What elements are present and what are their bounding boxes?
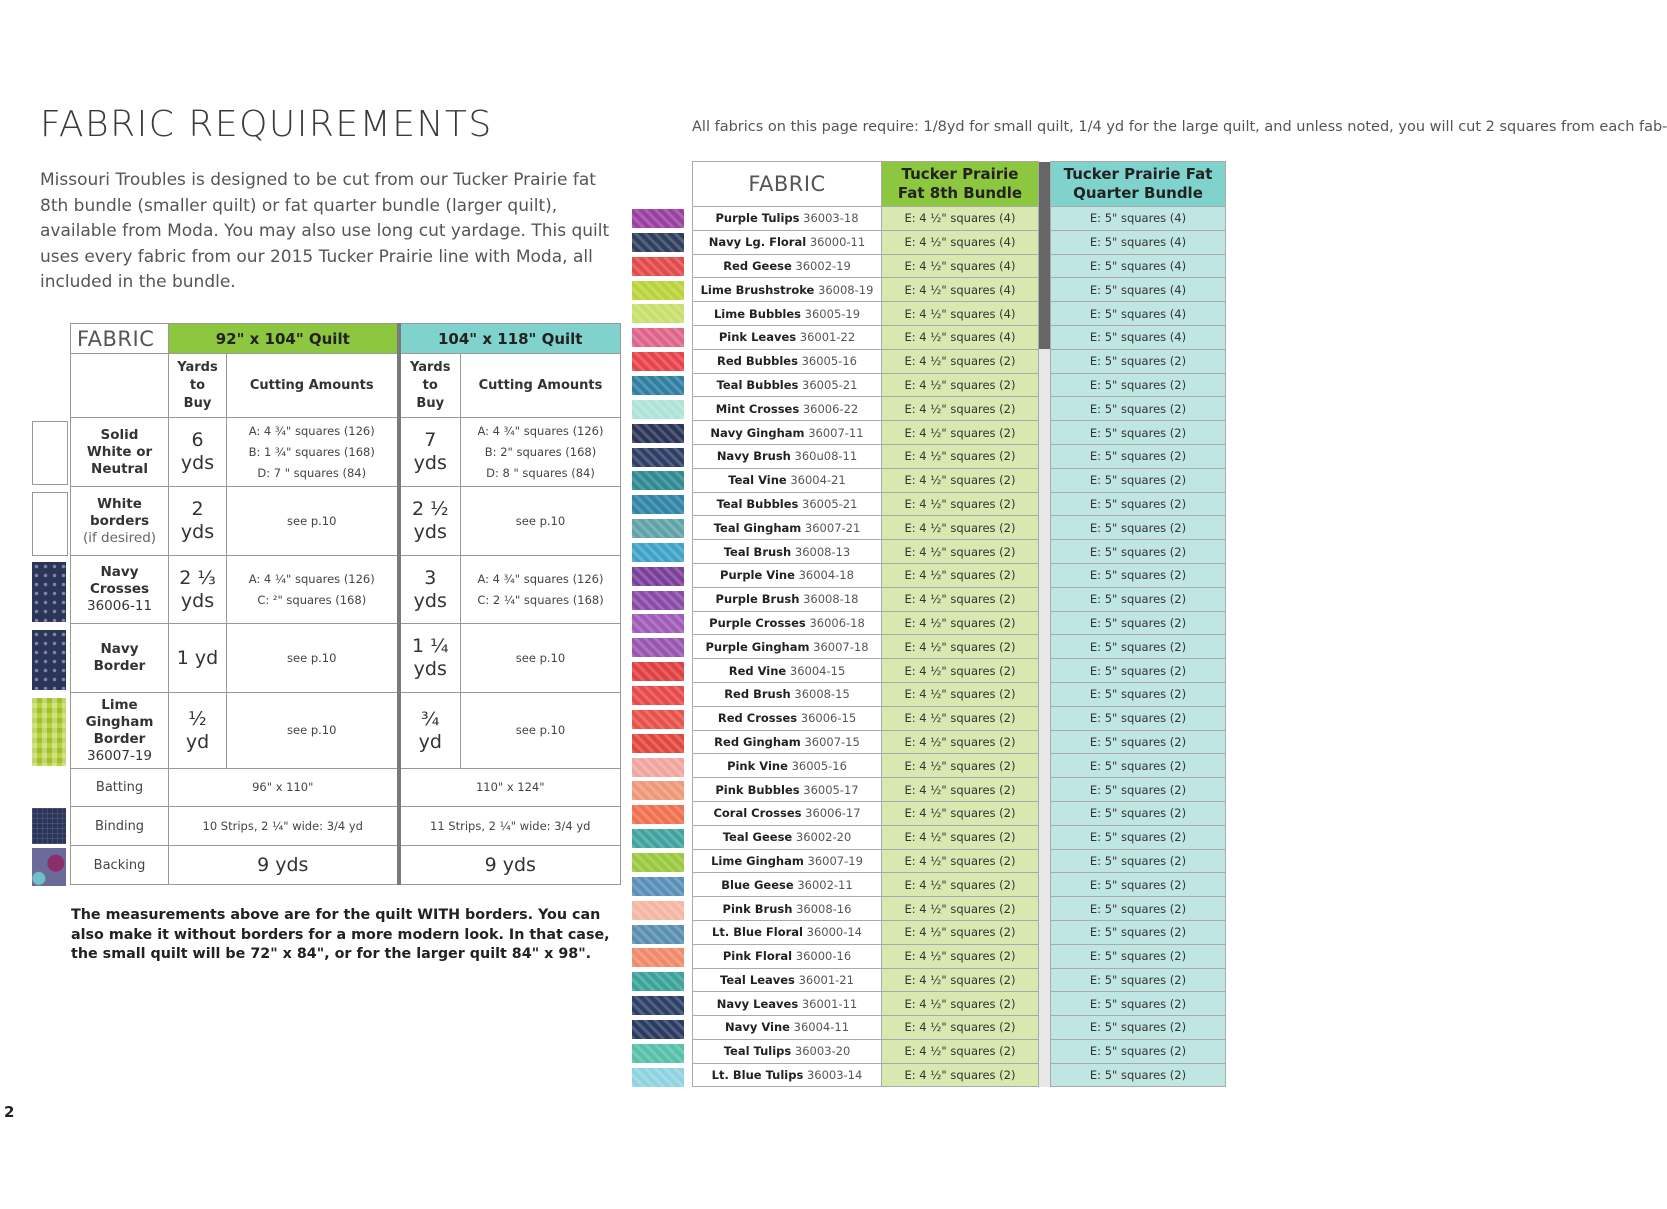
column-divider — [1039, 992, 1051, 1016]
bundle-row — [693, 682, 1226, 706]
cutting-b: see p.10 — [461, 487, 621, 556]
cutting-a: see p.10 — [227, 487, 399, 556]
fat8-amount: E: 4 ½" squares (2) — [882, 873, 1039, 897]
fabric-swatch — [632, 662, 684, 681]
bundle-fabric-name: Red Brush 36008-15 — [693, 682, 882, 706]
fq-amount: E: 5" squares (2) — [1051, 873, 1226, 897]
fabric-swatch — [632, 877, 684, 896]
fat8-amount: E: 4 ½" squares (2) — [882, 944, 1039, 968]
cutting-b: see p.10 — [461, 624, 621, 693]
fat8-amount: E: 4 ½" squares (2) — [882, 754, 1039, 778]
bundle-row — [693, 254, 1226, 278]
bundle-fabric-name: Navy Brush 360u08-11 — [693, 444, 882, 468]
fq-amount: E: 5" squares (4) — [1051, 207, 1226, 231]
fat8-amount: E: 4 ½" squares (2) — [882, 397, 1039, 421]
bundle-fabric-name: Red Vine 36004-15 — [693, 659, 882, 683]
bundle-fabric-name: Pink Brush 36008-16 — [693, 897, 882, 921]
fq-amount: E: 5" squares (2) — [1051, 968, 1226, 992]
fat8-amount: E: 4 ½" squares (4) — [882, 278, 1039, 302]
fabric-swatch — [632, 638, 684, 657]
bundle-row — [693, 444, 1226, 468]
bundle-fabric-name: Lt. Blue Tulips 36003-14 — [693, 1063, 882, 1087]
bundle-fabric-name: Navy Leaves 36001-11 — [693, 992, 882, 1016]
cutting-b: see p.10 — [461, 693, 621, 769]
fat8-amount: E: 4 ½" squares (2) — [882, 897, 1039, 921]
yards-b: 2 ½ yds — [399, 487, 461, 556]
bundle-row — [693, 468, 1226, 492]
bundle-row — [693, 302, 1226, 326]
bundle-fabric-name: Purple Crosses 36006-18 — [693, 611, 882, 635]
bundle-row — [693, 730, 1226, 754]
bundle-fabric-name: Pink Bubbles 36005-17 — [693, 778, 882, 802]
bundle-fabric-name: Red Geese 36002-19 — [693, 254, 882, 278]
quilt-a-header: 92" x 104" Quilt — [169, 324, 399, 354]
table-row — [71, 693, 621, 769]
bundle-fabric-name: Pink Leaves 36001-22 — [693, 325, 882, 349]
bundle-fabric-name: Navy Lg. Floral 36000-11 — [693, 230, 882, 254]
fq-amount: E: 5" squares (2) — [1051, 540, 1226, 564]
borders-note: The measurements above are for the quilt WITH borders. You can also make it without borders for a more modern look. In that case, the small quilt will be 72" x 84", or for the larger quilt 84" x 98". — [71, 907, 610, 962]
bundle-fabric-name: Coral Crosses 36006-17 — [693, 801, 882, 825]
batting-a: 96" x 110" — [169, 769, 399, 807]
bundle-row — [693, 278, 1226, 302]
column-divider — [1039, 1063, 1051, 1087]
bundle-fabric-name: Blue Geese 36002-11 — [693, 873, 882, 897]
bundle-fabric-name: Lt. Blue Floral 36000-14 — [693, 920, 882, 944]
fabric-swatch — [632, 1068, 684, 1087]
column-divider — [1039, 849, 1051, 873]
column-divider — [1039, 825, 1051, 849]
column-divider — [1039, 659, 1051, 683]
column-divider — [1039, 920, 1051, 944]
table-row — [71, 807, 621, 846]
bundle-row — [693, 421, 1226, 445]
fq-amount: E: 5" squares (2) — [1051, 611, 1226, 635]
column-divider — [1039, 682, 1051, 706]
bundle-fabric-name: Red Bubbles 36005-16 — [693, 349, 882, 373]
column-divider — [1039, 873, 1051, 897]
fat8-amount: E: 4 ½" squares (2) — [882, 730, 1039, 754]
bundle-fabric-name: Teal Vine 36004-21 — [693, 468, 882, 492]
column-divider — [1039, 1039, 1051, 1063]
fabric-swatch — [632, 448, 684, 467]
column-divider — [1039, 278, 1051, 302]
swatch-white-borders — [32, 492, 68, 556]
fat8-amount: E: 4 ½" squares (2) — [882, 611, 1039, 635]
fabric-name: Navy Crosses 36006-11 — [71, 556, 169, 624]
column-divider — [1039, 492, 1051, 516]
fabric-swatch — [632, 257, 684, 276]
fat8-amount: E: 4 ½" squares (2) — [882, 563, 1039, 587]
bundle-row — [693, 587, 1226, 611]
fat8-amount: E: 4 ½" squares (2) — [882, 373, 1039, 397]
bundle-row — [693, 492, 1226, 516]
bundle-row — [693, 897, 1226, 921]
column-divider — [1039, 162, 1051, 207]
bundle-fabric-name: Pink Vine 36005-16 — [693, 754, 882, 778]
fat8-header: Tucker Prairie Fat 8th Bundle — [882, 162, 1039, 207]
fq-amount: E: 5" squares (2) — [1051, 920, 1226, 944]
yards-a: 2 yds — [169, 487, 227, 556]
column-divider — [1039, 207, 1051, 231]
bundle-row — [693, 659, 1226, 683]
yards-a: 6 yds — [169, 418, 227, 487]
bundle-note: All fabrics on this page require: 1/8yd for small quilt, 1/4 yd for the large quilt, and unless noted, you will cut 2 squares from each fab- — [692, 119, 1667, 135]
bundle-fabric-name: Purple Gingham 36007-18 — [693, 635, 882, 659]
fq-amount: E: 5" squares (2) — [1051, 444, 1226, 468]
bundle-row — [693, 1039, 1226, 1063]
fat8-amount: E: 4 ½" squares (2) — [882, 920, 1039, 944]
binding-b: 11 Strips, 2 ¼" wide: 3/4 yd — [399, 807, 621, 846]
fq-amount: E: 5" squares (4) — [1051, 254, 1226, 278]
column-divider — [1039, 587, 1051, 611]
fq-amount: E: 5" squares (2) — [1051, 897, 1226, 921]
cutting-a: A: 4 ¼" squares (126) C: ²" squares (168) — [227, 556, 399, 624]
fabric-swatch — [632, 281, 684, 300]
fat8-amount: E: 4 ½" squares (2) — [882, 635, 1039, 659]
fat8-amount: E: 4 ½" squares (2) — [882, 492, 1039, 516]
fq-amount: E: 5" squares (2) — [1051, 825, 1226, 849]
fat8-amount: E: 4 ½" squares (4) — [882, 230, 1039, 254]
column-divider — [1039, 944, 1051, 968]
fabric-name: White borders (if desired) — [71, 487, 169, 556]
fq-amount: E: 5" squares (2) — [1051, 635, 1226, 659]
bundle-fabric-name: Navy Vine 36004-11 — [693, 1016, 882, 1040]
fabric-swatch — [632, 1020, 684, 1039]
column-divider — [1039, 897, 1051, 921]
bundle-row — [693, 516, 1226, 540]
bundle-row — [693, 801, 1226, 825]
fat8-amount: E: 4 ½" squares (4) — [882, 325, 1039, 349]
fq-amount: E: 5" squares (2) — [1051, 373, 1226, 397]
bundle-fabric-name: Pink Floral 36000-16 — [693, 944, 882, 968]
swatch-binding — [32, 808, 66, 844]
fq-amount: E: 5" squares (2) — [1051, 730, 1226, 754]
fat8-amount: E: 4 ½" squares (2) — [882, 706, 1039, 730]
fq-amount: E: 5" squares (2) — [1051, 349, 1226, 373]
fabric-name: Solid White or Neutral — [71, 418, 169, 487]
fabric-swatch — [632, 1044, 684, 1063]
fabric-swatch — [632, 543, 684, 562]
page-number: 2 — [4, 1103, 15, 1121]
bundle-table — [692, 161, 1226, 1087]
fq-amount: E: 5" squares (4) — [1051, 325, 1226, 349]
fat8-amount: E: 4 ½" squares (2) — [882, 540, 1039, 564]
bundle-fabric-name: Teal Brush 36008-13 — [693, 540, 882, 564]
fabric-swatch — [632, 734, 684, 753]
cutting-b: A: 4 ¾" squares (126) B: 2" squares (168) D: 8 " squares (84) — [461, 418, 621, 487]
fabric-column-header: FABRIC — [71, 324, 169, 354]
table-row — [71, 846, 621, 885]
fat8-amount: E: 4 ½" squares (2) — [882, 1039, 1039, 1063]
cutting-a: A: 4 ¾" squares (126) B: 1 ¾" squares (168) D: 7 " squares (84) — [227, 418, 399, 487]
fabric-swatch — [632, 519, 684, 538]
fabric-swatch — [632, 304, 684, 323]
column-divider — [1039, 801, 1051, 825]
fq-amount: E: 5" squares (2) — [1051, 587, 1226, 611]
yards-a: 2 ⅓ yds — [169, 556, 227, 624]
column-divider — [1039, 444, 1051, 468]
bundle-fabric-name: Teal Geese 36002-20 — [693, 825, 882, 849]
fq-amount: E: 5" squares (2) — [1051, 754, 1226, 778]
column-divider — [1039, 516, 1051, 540]
fq-amount: E: 5" squares (2) — [1051, 421, 1226, 445]
bundle-fabric-header: FABRIC — [693, 162, 882, 207]
column-divider — [1039, 421, 1051, 445]
table-row — [71, 556, 621, 624]
fabric-swatch — [632, 614, 684, 633]
bundle-fabric-name: Teal Tulips 36003-20 — [693, 1039, 882, 1063]
bundle-fabric-name: Lime Bubbles 36005-19 — [693, 302, 882, 326]
bundle-fabric-name: Mint Crosses 36006-22 — [693, 397, 882, 421]
fat8-amount: E: 4 ½" squares (2) — [882, 825, 1039, 849]
bundle-fabric-name: Teal Bubbles 36005-21 — [693, 492, 882, 516]
bundle-row — [693, 635, 1226, 659]
fq-amount: E: 5" squares (2) — [1051, 397, 1226, 421]
fq-amount: E: 5" squares (2) — [1051, 849, 1226, 873]
column-divider — [1039, 968, 1051, 992]
fabric-swatch — [632, 996, 684, 1015]
fq-amount: E: 5" squares (2) — [1051, 468, 1226, 492]
fabric-swatch — [632, 710, 684, 729]
bundle-row — [693, 754, 1226, 778]
batting-b: 110" x 124" — [399, 769, 621, 807]
fat8-amount: E: 4 ½" squares (2) — [882, 444, 1039, 468]
bundle-fabric-name: Teal Leaves 36001-21 — [693, 968, 882, 992]
fabric-swatch — [632, 424, 684, 443]
fq-amount: E: 5" squares (4) — [1051, 230, 1226, 254]
intro-paragraph: Missouri Troubles is designed to be cut from our Tucker Prairie fat 8th bundle (smaller quilt) or fat quarter bundle (larger quilt), available from Moda. You may also use long cut yardage. This quilt uses every fabric from our 2015 Tucker Prairie line with Moda, all included in the bundle. — [40, 170, 610, 292]
column-divider — [1039, 635, 1051, 659]
cutting-b: A: 4 ¾" squares (126) C: 2 ¼" squares (168) — [461, 556, 621, 624]
binding-a: 10 Strips, 2 ¼" wide: 3/4 yd — [169, 807, 399, 846]
bundle-fabric-name: Lime Brushstroke 36008-19 — [693, 278, 882, 302]
column-divider — [1039, 730, 1051, 754]
fabric-swatch — [632, 209, 684, 228]
backing-a: 9 yds — [169, 846, 399, 885]
yards-b: 1 ¼ yds — [399, 624, 461, 693]
column-divider — [1039, 611, 1051, 635]
fabric-name: Backing — [71, 846, 169, 885]
fq-amount: E: 5" squares (2) — [1051, 563, 1226, 587]
fat8-amount: E: 4 ½" squares (2) — [882, 682, 1039, 706]
bundle-fabric-name: Red Gingham 36007-15 — [693, 730, 882, 754]
fat8-amount: E: 4 ½" squares (2) — [882, 801, 1039, 825]
fq-amount: E: 5" squares (2) — [1051, 706, 1226, 730]
fat8-amount: E: 4 ½" squares (2) — [882, 659, 1039, 683]
swatch-navy-crosses — [32, 562, 66, 622]
fat8-amount: E: 4 ½" squares (2) — [882, 1063, 1039, 1087]
fq-amount: E: 5" squares (2) — [1051, 1039, 1226, 1063]
bundle-row — [693, 1016, 1226, 1040]
bundle-row — [693, 230, 1226, 254]
fabric-name: Navy Border — [71, 624, 169, 693]
fabric-name: Binding — [71, 807, 169, 846]
table-row — [71, 624, 621, 693]
bundle-fabric-name: Teal Bubbles 36005-21 — [693, 373, 882, 397]
fq-amount: E: 5" squares (2) — [1051, 944, 1226, 968]
backing-b: 9 yds — [399, 846, 621, 885]
quilt-b-header: 104" x 118" Quilt — [399, 324, 621, 354]
fabric-swatch — [632, 901, 684, 920]
swatch-lime-gingham — [32, 698, 66, 766]
yards-to-buy-header-a: Yards to Buy — [169, 354, 227, 418]
column-divider — [1039, 754, 1051, 778]
blank-header-cell — [71, 354, 169, 418]
bundle-row — [693, 849, 1226, 873]
bundle-row — [693, 1063, 1226, 1087]
column-divider — [1039, 397, 1051, 421]
column-divider — [1039, 778, 1051, 802]
column-divider — [1039, 254, 1051, 278]
fabric-name: Lime Gingham Border 36007-19 — [71, 693, 169, 769]
column-divider — [1039, 1016, 1051, 1040]
column-divider — [1039, 325, 1051, 349]
bundle-fabric-name: Navy Gingham 36007-11 — [693, 421, 882, 445]
bundle-row — [693, 207, 1226, 231]
fat8-amount: E: 4 ½" squares (4) — [882, 302, 1039, 326]
cutting-amounts-header-b: Cutting Amounts — [461, 354, 621, 418]
table-row — [71, 769, 621, 807]
column-divider — [1039, 302, 1051, 326]
page-title: FABRIC REQUIREMENTS — [40, 104, 493, 145]
fq-amount: E: 5" squares (4) — [1051, 278, 1226, 302]
fabric-swatch — [632, 567, 684, 586]
column-divider — [1039, 230, 1051, 254]
fabric-swatch — [632, 376, 684, 395]
column-divider — [1039, 349, 1051, 373]
fq-amount: E: 5" squares (2) — [1051, 1063, 1226, 1087]
fat8-amount: E: 4 ½" squares (2) — [882, 968, 1039, 992]
bundle-row — [693, 349, 1226, 373]
yards-b: 7 yds — [399, 418, 461, 487]
bundle-row — [693, 540, 1226, 564]
fabric-swatch — [632, 781, 684, 800]
fat8-amount: E: 4 ½" squares (2) — [882, 849, 1039, 873]
fat8-amount: E: 4 ½" squares (2) — [882, 421, 1039, 445]
fq-amount: E: 5" squares (2) — [1051, 492, 1226, 516]
yards-to-buy-header-b: Yards to Buy — [399, 354, 461, 418]
fat8-amount: E: 4 ½" squares (2) — [882, 778, 1039, 802]
bundle-row — [693, 397, 1226, 421]
bundle-row — [693, 992, 1226, 1016]
table-row — [71, 487, 621, 556]
column-divider — [1039, 540, 1051, 564]
fabric-swatch — [632, 853, 684, 872]
fabric-swatch — [632, 758, 684, 777]
fabric-swatch — [632, 233, 684, 252]
bundle-row — [693, 778, 1226, 802]
fabric-swatch — [632, 400, 684, 419]
bundle-row — [693, 825, 1226, 849]
fat8-amount: E: 4 ½" squares (2) — [882, 1016, 1039, 1040]
fq-amount: E: 5" squares (2) — [1051, 992, 1226, 1016]
column-divider — [1039, 468, 1051, 492]
swatch-navy-border — [32, 630, 66, 690]
fabric-swatch — [632, 925, 684, 944]
bundle-fabric-name: Teal Gingham 36007-21 — [693, 516, 882, 540]
fabric-swatch — [632, 805, 684, 824]
fq-amount: E: 5" squares (2) — [1051, 682, 1226, 706]
fq-amount: E: 5" squares (4) — [1051, 302, 1226, 326]
bundle-row — [693, 563, 1226, 587]
bundle-fabric-name: Purple Vine 36004-18 — [693, 563, 882, 587]
fabric-swatch — [632, 471, 684, 490]
fat8-amount: E: 4 ½" squares (2) — [882, 587, 1039, 611]
fat8-amount: E: 4 ½" squares (2) — [882, 468, 1039, 492]
column-divider — [1039, 563, 1051, 587]
bundle-fabric-name: Red Crosses 36006-15 — [693, 706, 882, 730]
bundle-row — [693, 706, 1226, 730]
fabric-swatch — [632, 591, 684, 610]
fat8-amount: E: 4 ½" squares (4) — [882, 254, 1039, 278]
column-divider — [1039, 706, 1051, 730]
fat8-amount: E: 4 ½" squares (2) — [882, 349, 1039, 373]
bundle-row — [693, 611, 1226, 635]
table-row — [71, 418, 621, 487]
fq-amount: E: 5" squares (2) — [1051, 801, 1226, 825]
fq-amount: E: 5" squares (2) — [1051, 516, 1226, 540]
bundle-row — [693, 920, 1226, 944]
cutting-a: see p.10 — [227, 693, 399, 769]
cutting-a: see p.10 — [227, 624, 399, 693]
yards-b: ¾ yd — [399, 693, 461, 769]
bundle-row — [693, 968, 1226, 992]
fabric-swatch — [632, 948, 684, 967]
fabric-swatch — [632, 352, 684, 371]
fabric-swatch — [632, 495, 684, 514]
fabric-swatch — [632, 829, 684, 848]
bundle-fabric-name: Lime Gingham 36007-19 — [693, 849, 882, 873]
bundle-row — [693, 373, 1226, 397]
column-divider — [1039, 373, 1051, 397]
fat8-amount: E: 4 ½" squares (2) — [882, 516, 1039, 540]
bundle-fabric-name: Purple Brush 36008-18 — [693, 587, 882, 611]
fabric-name: Batting — [71, 769, 169, 807]
fat8-amount: E: 4 ½" squares (2) — [882, 992, 1039, 1016]
bundle-row — [693, 944, 1226, 968]
fat8-amount: E: 4 ½" squares (4) — [882, 207, 1039, 231]
swatch-solid-white — [32, 421, 68, 485]
bundle-fabric-name: Purple Tulips 36003-18 — [693, 207, 882, 231]
yards-a: 1 yd — [169, 624, 227, 693]
fq-amount: E: 5" squares (2) — [1051, 778, 1226, 802]
fabric-requirements-table — [70, 323, 621, 885]
fq-amount: E: 5" squares (2) — [1051, 659, 1226, 683]
fq-header: Tucker Prairie Fat Quarter Bundle — [1051, 162, 1226, 207]
cutting-amounts-header-a: Cutting Amounts — [227, 354, 399, 418]
yards-a: ½ yd — [169, 693, 227, 769]
fabric-swatch — [632, 972, 684, 991]
yards-b: 3 yds — [399, 556, 461, 624]
fabric-swatch — [632, 328, 684, 347]
bundle-row — [693, 873, 1226, 897]
swatch-backing — [32, 848, 66, 886]
bundle-row — [693, 325, 1226, 349]
fq-amount: E: 5" squares (2) — [1051, 1016, 1226, 1040]
fabric-swatch — [632, 686, 684, 705]
